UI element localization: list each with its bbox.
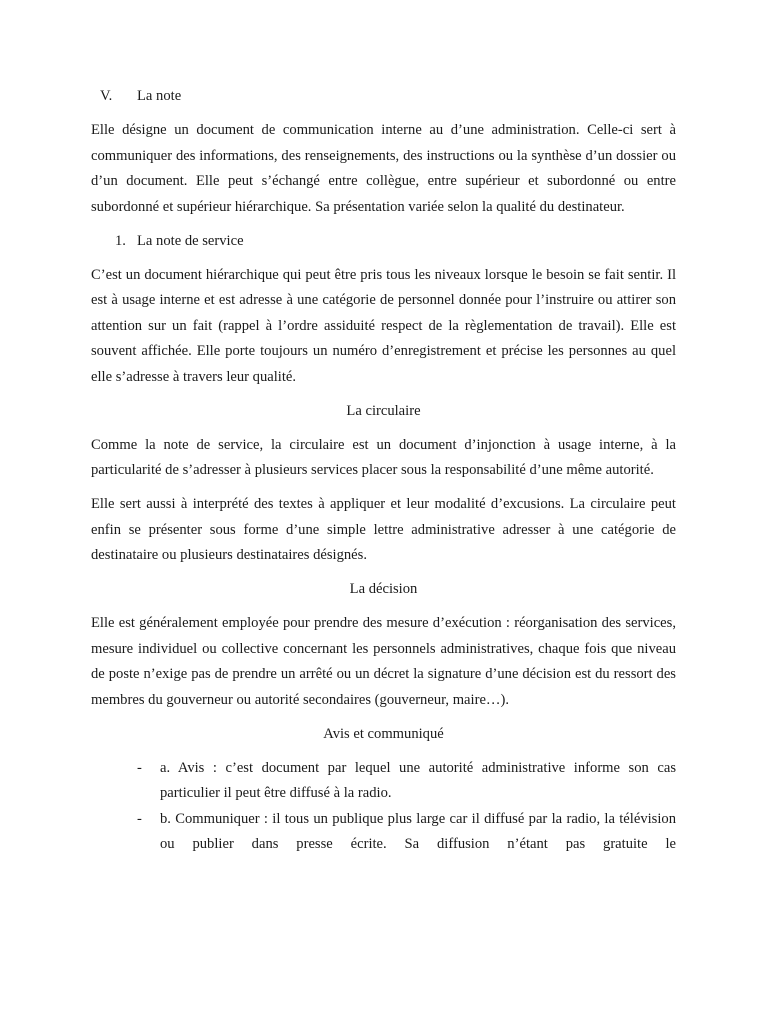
section-heading [91,84,676,110]
avis-heading: Avis et communiqué [323,725,444,742]
circulaire-paragraph-2: Elle sert aussi à interprété des textes à appliquer et leur modalité d’excusions. La circulaire peut enfin se présenter sous forme d’une simple lettre administrative adresser à une catégorie de destinataire ou plusieurs destinataires désignés. [91,496,676,563]
section-number: V. [100,88,113,104]
decision-paragraph: Elle est généralement employée pour prendre des mesure d’exécution : réorganisation des services, mesure individuel ou collective concernant les personnels administratives, chaque fois que niveau de poste n’exige pas de prendre un arrêté ou un décret la signature d’une décision est du ressort des membres du gouverneur ou autorité secondaires (gouverneur, maire…). [91,615,676,708]
list-item [91,807,676,858]
decision-heading: La décision [349,581,418,597]
section-title: La note [137,88,182,104]
subsection-heading [91,229,676,255]
list-item-text: b. Communiquer : il tous un publique plus large car il diffusé par la radio, la télévision ou publier dans presse écrite. Sa diffusion n’étant pas gratuite le [160,810,676,852]
avis-list [91,756,676,858]
circulaire-paragraph-1: Comme la note de service, la circulaire est un document d’injonction à usage interne, à la particularité de s’adresser à plusieurs services placer sous la responsabilité d’une même autorité. [91,436,676,478]
circulaire-heading: La circulaire [346,402,421,419]
note-service-paragraph: C’est un document hiérarchique qui peut être pris tous les niveaux lorsque le besoin se fait sentir. Il est à usage interne et est adresse à une catégorie de personnel donnée pour l’instruire ou attirer son attention sur un fait (rappel à l’ordre assiduité respect de la règlementation de travail). Elle est souvent affichée. Elle porte toujours un numéro d’enregistrement et précise les personnes au quel elle s’adresse à travers leur qualité. [91,266,676,385]
intro-paragraph: Elle désigne un document de communication interne au d’une administration. Celle-ci sert à communiquer des informations, des renseignements, des instructions ou la synthèse d’un dossier ou d’un document. Elle peut s’échangé entre collègue, entre supérieur et subordonné ou entre subordonné et supérieur hiérarchique. Sa présentation variée selon la qualité du destinateur. [91,122,676,215]
list-item [91,756,676,807]
list-dash: - [137,759,142,776]
document-body [91,84,676,858]
subsection-title: La note de service [137,232,244,249]
list-item-text: a. Avis : c’est document par lequel une autorité administrative informe son cas particulier il peut être diffusé à la radio. [160,759,676,801]
list-dash: - [137,810,142,827]
subsection-number: 1. [115,232,126,249]
